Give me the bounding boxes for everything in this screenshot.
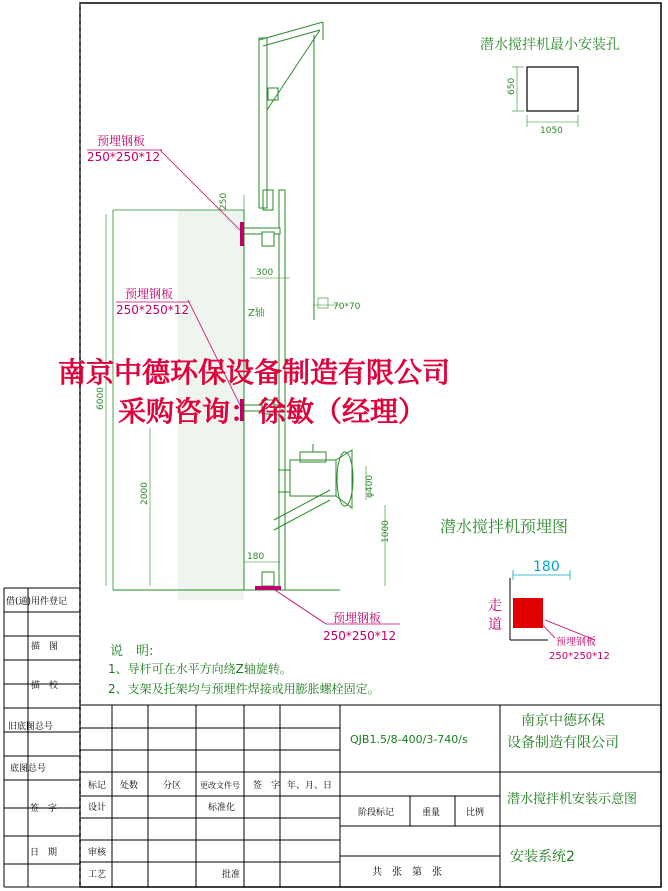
standardize-label: 标准化 xyxy=(208,803,236,813)
hole-width-dim: 1050 xyxy=(540,126,563,136)
small-embed-diagram xyxy=(510,570,570,640)
dim-250: 250 xyxy=(219,192,229,210)
dim-6000: 6000 xyxy=(96,387,106,410)
walkway-char-1: 走 xyxy=(488,598,502,614)
hdr-count: 处数 xyxy=(120,781,139,791)
strip-label-2: 描 图 xyxy=(31,642,59,652)
dim-70: 70*70 xyxy=(333,302,361,312)
plate-middle-label: 预埋钢板 xyxy=(125,287,174,301)
dim-2000: 2000 xyxy=(140,482,150,505)
approve-label: 批准 xyxy=(222,870,241,880)
left-strip xyxy=(4,588,80,887)
watermark-contact: 采购咨询：徐敏（经理） xyxy=(118,395,427,428)
process-label: 工艺 xyxy=(88,870,107,880)
plate-bottom-label: 预埋钢板 xyxy=(333,611,382,625)
mixer-body xyxy=(278,444,353,508)
strip-label-4: 旧底图总号 xyxy=(8,722,54,732)
hdr-sign: 签 字 xyxy=(253,781,281,791)
weight-label: 重量 xyxy=(422,808,441,818)
dim-300: 300 xyxy=(256,268,274,278)
sheet-border xyxy=(80,3,661,887)
model-number: QJB1.5/8-400/3-740/s xyxy=(350,733,468,746)
strip-label-5: 底图总号 xyxy=(10,764,47,774)
dim-1000: 1000 xyxy=(381,520,391,543)
plate-middle-size: 250*250*12 xyxy=(116,303,190,317)
hdr-change: 更改文件号 xyxy=(200,781,240,790)
min-hole-drawing xyxy=(512,67,578,127)
plate-bottom-size: 250*250*12 xyxy=(323,629,397,643)
z-axis-label: Z轴 xyxy=(248,308,265,319)
sheets-label: 共 张 第 张 xyxy=(372,867,442,878)
plate-small-label: 预埋钢板 xyxy=(556,637,596,648)
notes-heading: 说 明: xyxy=(110,644,154,659)
dim-180-small: 180 xyxy=(533,559,560,575)
scale-label: 比例 xyxy=(466,808,485,818)
system-label: 安装系统2 xyxy=(510,849,575,865)
note-2: 2、支架及托架均与预埋件焊接或用膨胀螺栓固定。 xyxy=(108,682,380,696)
plate-top-label: 预埋钢板 xyxy=(97,134,146,148)
strip-label-7: 日 期 xyxy=(30,848,58,858)
plate-small-size: 250*250*12 xyxy=(549,651,610,662)
strip-label-1: 借(通)用件登记 xyxy=(6,597,68,607)
dim-180: 180 xyxy=(247,552,265,562)
dim-400: φ400 xyxy=(365,474,375,498)
drawing-title: 潜水搅拌机安装示意图 xyxy=(507,792,638,807)
design-label: 设计 xyxy=(88,803,107,813)
note-1: 1、导杆可在水平方向绕Z轴旋转。 xyxy=(108,662,292,676)
plate-top-size: 250*250*12 xyxy=(87,150,161,164)
review-label: 审核 xyxy=(88,848,107,858)
hdr-zone: 分区 xyxy=(163,781,182,791)
strip-label-3: 描 校 xyxy=(31,681,59,691)
hdr-mark: 标记 xyxy=(88,781,107,791)
company-line-2: 设备制造有限公司 xyxy=(507,735,619,751)
strip-label-6: 签 字 xyxy=(30,804,58,814)
dimension-lines xyxy=(106,192,385,586)
embed-diagram-title: 潜水搅拌机预埋图 xyxy=(440,517,569,536)
watermark-company: 南京中德环保设备制造有限公司 xyxy=(58,356,451,389)
guide-pole xyxy=(279,190,285,590)
min-hole-title: 潜水搅拌机最小安装孔 xyxy=(480,37,620,53)
company-line-1: 南京中德环保 xyxy=(521,713,605,729)
hole-height-dim: 650 xyxy=(507,77,517,95)
hdr-date: 年、月、日 xyxy=(287,781,333,791)
stage-mark-label: 阶段标记 xyxy=(358,808,395,818)
walkway-char-2: 道 xyxy=(488,617,502,633)
